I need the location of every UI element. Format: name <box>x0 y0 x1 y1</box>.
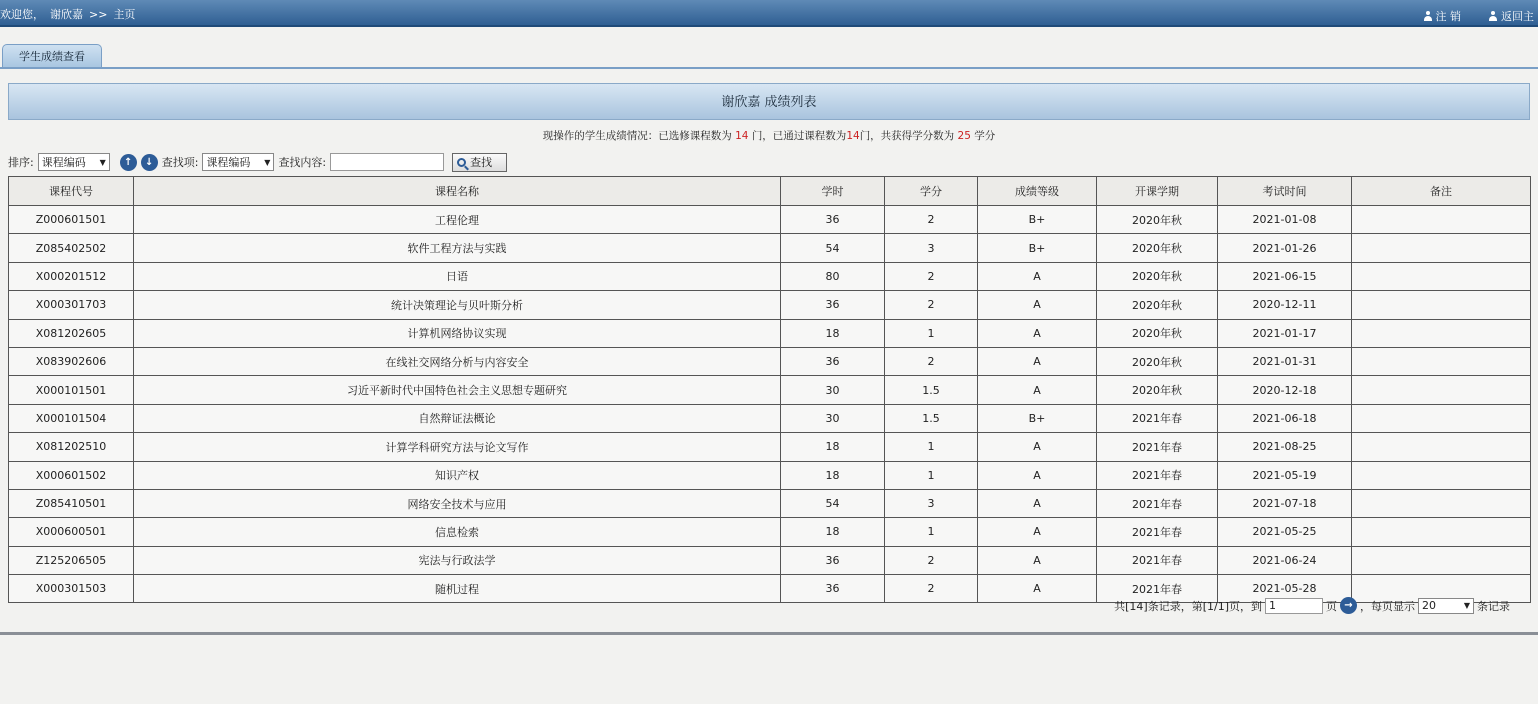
cell-hours: 36 <box>781 291 885 319</box>
column-header-credits: 学分 <box>885 177 978 206</box>
cell-exam-date: 2021-01-31 <box>1218 347 1352 375</box>
cell-semester: 2021年春 <box>1097 518 1218 546</box>
logout-label: 注 销 <box>1435 10 1461 23</box>
column-header-course-code: 课程代号 <box>9 177 134 206</box>
cell-credits: 1 <box>885 518 978 546</box>
breadcrumb-separator: >> <box>89 8 108 21</box>
table-row <box>9 404 1531 432</box>
column-header-hours: 学时 <box>781 177 885 206</box>
column-header-exam-date: 考试时间 <box>1218 177 1352 206</box>
search-toolbar <box>8 152 507 172</box>
passed-course-count: 14 <box>846 130 860 142</box>
cell-exam-date: 2021-01-08 <box>1218 206 1352 234</box>
table-row <box>9 319 1531 347</box>
summary-mid1: 门，已通过课程数为 <box>751 130 847 142</box>
cell-course-code: Z085402502 <box>9 234 134 262</box>
cell-course-code: X081202605 <box>9 319 134 347</box>
cell-remarks <box>1352 319 1531 347</box>
cell-hours: 30 <box>781 376 885 404</box>
cell-semester: 2021年春 <box>1097 433 1218 461</box>
cell-credits: 2 <box>885 206 978 234</box>
cell-semester: 2021年春 <box>1097 489 1218 517</box>
tab-underline <box>0 67 1538 69</box>
table-row <box>9 433 1531 461</box>
search-content-label: 查找内容: <box>278 156 327 169</box>
cell-semester: 2020年秋 <box>1097 347 1218 375</box>
cell-course-code: X081202510 <box>9 433 134 461</box>
cell-remarks <box>1352 433 1531 461</box>
cell-grade: B+ <box>978 234 1097 262</box>
cell-exam-date: 2021-08-25 <box>1218 433 1352 461</box>
tab-student-scores[interactable]: 学生成绩查看 <box>2 44 102 68</box>
cell-exam-date: 2021-05-28 <box>1218 575 1352 603</box>
cell-remarks <box>1352 489 1531 517</box>
cell-course-code: X000101501 <box>9 376 134 404</box>
cell-credits: 1 <box>885 461 978 489</box>
cell-grade: A <box>978 518 1097 546</box>
breadcrumb-home[interactable]: 主页 <box>113 8 136 21</box>
cell-exam-date: 2021-05-25 <box>1218 518 1352 546</box>
cell-credits: 1 <box>885 433 978 461</box>
cell-course-name: 网络安全技术与应用 <box>134 489 781 517</box>
dropdown-arrow-icon: ▼ <box>99 157 106 167</box>
page-title: 谢欣嘉 成绩列表 <box>8 83 1530 120</box>
cell-credits: 3 <box>885 234 978 262</box>
cell-hours: 54 <box>781 489 885 517</box>
cell-credits: 2 <box>885 262 978 290</box>
cell-course-code: Z085410501 <box>9 489 134 517</box>
top-actions <box>1424 8 1535 24</box>
cell-credits: 2 <box>885 291 978 319</box>
column-header-remarks: 备注 <box>1352 177 1531 206</box>
search-button[interactable] <box>452 153 507 172</box>
table-row <box>9 546 1531 574</box>
cell-course-name: 计算学科研究方法与论文写作 <box>134 433 781 461</box>
cell-remarks <box>1352 518 1531 546</box>
column-header-semester: 开课学期 <box>1097 177 1218 206</box>
user-icon <box>1424 11 1432 21</box>
search-input[interactable] <box>330 153 444 171</box>
user-icon <box>1489 11 1497 21</box>
cell-course-name: 统计决策理论与贝叶斯分析 <box>134 291 781 319</box>
cell-grade: A <box>978 376 1097 404</box>
table-row <box>9 206 1531 234</box>
cell-grade: A <box>978 575 1097 603</box>
cell-exam-date: 2021-01-26 <box>1218 234 1352 262</box>
cell-semester: 2020年秋 <box>1097 291 1218 319</box>
cell-hours: 36 <box>781 347 885 375</box>
cell-course-code: X000101504 <box>9 404 134 432</box>
dropdown-arrow-icon: ▼ <box>1463 601 1470 610</box>
cell-credits: 1.5 <box>885 376 978 404</box>
cell-course-code: X000600501 <box>9 518 134 546</box>
page-number-input[interactable]: 1 <box>1265 598 1323 614</box>
cell-remarks <box>1352 404 1531 432</box>
pagination <box>1114 597 1510 614</box>
cell-course-name: 信息检索 <box>134 518 781 546</box>
welcome-text: 欢迎您， <box>0 8 44 21</box>
cell-grade: A <box>978 319 1097 347</box>
cell-hours: 36 <box>781 575 885 603</box>
cell-semester: 2020年秋 <box>1097 376 1218 404</box>
summary-mid2: 门，共获得学分数为 <box>859 130 955 142</box>
table-row <box>9 262 1531 290</box>
cell-course-code: X000201512 <box>9 262 134 290</box>
cell-credits: 2 <box>885 546 978 574</box>
cell-remarks <box>1352 546 1531 574</box>
arrow-right-icon: → <box>1344 600 1353 611</box>
table-row <box>9 518 1531 546</box>
back-home-label: 返回主 <box>1501 10 1534 23</box>
cell-credits: 3 <box>885 489 978 517</box>
cell-exam-date: 2021-05-19 <box>1218 461 1352 489</box>
cell-course-name: 宪法与行政法学 <box>134 546 781 574</box>
cell-grade: A <box>978 347 1097 375</box>
cell-course-name: 软件工程方法与实践 <box>134 234 781 262</box>
cell-remarks <box>1352 347 1531 375</box>
search-icon <box>457 158 466 167</box>
cell-credits: 2 <box>885 575 978 603</box>
cell-semester: 2021年春 <box>1097 404 1218 432</box>
cell-semester: 2020年秋 <box>1097 262 1218 290</box>
sort-descending-button[interactable] <box>141 154 158 171</box>
per-page-select[interactable] <box>1418 598 1474 614</box>
cell-semester: 2021年春 <box>1097 575 1218 603</box>
cell-semester: 2021年春 <box>1097 461 1218 489</box>
search-field-select[interactable] <box>202 153 274 171</box>
cell-hours: 30 <box>781 404 885 432</box>
arrow-down-icon: ↓ <box>145 156 154 168</box>
cell-exam-date: 2021-06-18 <box>1218 404 1352 432</box>
sort-select[interactable] <box>38 153 110 171</box>
search-field-value: 课程编码 <box>206 156 251 169</box>
cell-hours: 36 <box>781 206 885 234</box>
table-header-row <box>9 177 1531 206</box>
selected-course-count: 14 <box>735 130 749 142</box>
user-name: 谢欣嘉 <box>50 8 83 21</box>
cell-grade: A <box>978 262 1097 290</box>
cell-remarks <box>1352 262 1531 290</box>
cell-course-name: 知识产权 <box>134 461 781 489</box>
cell-exam-date: 2020-12-11 <box>1218 291 1352 319</box>
table-row <box>9 376 1531 404</box>
search-button-label: 查找 <box>470 156 493 169</box>
cell-hours: 18 <box>781 518 885 546</box>
cell-semester: 2020年秋 <box>1097 319 1218 347</box>
sort-ascending-button[interactable] <box>120 154 137 171</box>
cell-grade: A <box>978 489 1097 517</box>
arrow-up-icon: ↑ <box>124 156 133 168</box>
search-field-label: 查找项: <box>161 156 199 169</box>
sort-select-value: 课程编码 <box>41 156 86 169</box>
table-row <box>9 489 1531 517</box>
cell-remarks <box>1352 461 1531 489</box>
cell-exam-date: 2021-06-15 <box>1218 262 1352 290</box>
cell-grade: B+ <box>978 206 1097 234</box>
score-summary <box>0 128 1538 143</box>
cell-credits: 2 <box>885 347 978 375</box>
top-bar <box>0 0 1538 27</box>
cell-exam-date: 2021-07-18 <box>1218 489 1352 517</box>
cell-exam-date: 2021-01-17 <box>1218 319 1352 347</box>
cell-course-code: X000301503 <box>9 575 134 603</box>
table-body <box>9 206 1531 603</box>
summary-suffix: 学分 <box>974 130 996 142</box>
cell-course-name: 习近平新时代中国特色社会主义思想专题研究 <box>134 376 781 404</box>
cell-hours: 36 <box>781 546 885 574</box>
cell-credits: 1 <box>885 319 978 347</box>
cell-hours: 80 <box>781 262 885 290</box>
cell-remarks <box>1352 234 1531 262</box>
column-header-grade: 成绩等级 <box>978 177 1097 206</box>
cell-course-name: 自然辩证法概论 <box>134 404 781 432</box>
total-credits: 25 <box>957 130 971 142</box>
cell-hours: 54 <box>781 234 885 262</box>
cell-exam-date: 2020-12-18 <box>1218 376 1352 404</box>
table-row <box>9 291 1531 319</box>
cell-semester: 2020年秋 <box>1097 206 1218 234</box>
cell-grade: A <box>978 291 1097 319</box>
dropdown-arrow-icon: ▼ <box>264 157 271 167</box>
welcome-area <box>0 6 141 22</box>
pager-page-unit: 页 <box>1326 599 1337 613</box>
cell-course-name: 随机过程 <box>134 575 781 603</box>
cell-grade: A <box>978 461 1097 489</box>
scores-table <box>8 176 1531 603</box>
cell-semester: 2020年秋 <box>1097 234 1218 262</box>
cell-exam-date: 2021-06-24 <box>1218 546 1352 574</box>
cell-hours: 18 <box>781 433 885 461</box>
cell-remarks <box>1352 291 1531 319</box>
cell-course-name: 在线社交网络分析与内容安全 <box>134 347 781 375</box>
per-page-value: 20 <box>1422 599 1436 612</box>
cell-course-name: 工程伦理 <box>134 206 781 234</box>
bottom-divider <box>0 632 1538 635</box>
cell-grade: A <box>978 433 1097 461</box>
logout-button[interactable] <box>1424 8 1462 24</box>
cell-course-code: Z000601501 <box>9 206 134 234</box>
go-page-button[interactable] <box>1340 597 1357 614</box>
sort-label: 排序: <box>8 156 34 169</box>
pager-total-text: 共[14]条记录，第[1/1]页，到 <box>1114 599 1262 613</box>
per-page-label: ，每页显示 <box>1360 599 1415 613</box>
column-header-course-name: 课程名称 <box>134 177 781 206</box>
summary-prefix: 现操作的学生成绩情况：已选修课程数为 <box>542 130 732 142</box>
records-label: 条记录 <box>1477 599 1510 613</box>
cell-grade: B+ <box>978 404 1097 432</box>
table-row <box>9 347 1531 375</box>
cell-semester: 2021年春 <box>1097 546 1218 574</box>
back-home-button[interactable] <box>1489 8 1534 24</box>
table-row <box>9 461 1531 489</box>
cell-remarks <box>1352 376 1531 404</box>
cell-remarks <box>1352 206 1531 234</box>
cell-course-code: Z125206505 <box>9 546 134 574</box>
table-row <box>9 234 1531 262</box>
cell-course-name: 日语 <box>134 262 781 290</box>
cell-course-name: 计算机网络协议实现 <box>134 319 781 347</box>
cell-course-code: X000601502 <box>9 461 134 489</box>
cell-course-code: X083902606 <box>9 347 134 375</box>
cell-credits: 1.5 <box>885 404 978 432</box>
cell-grade: A <box>978 546 1097 574</box>
cell-hours: 18 <box>781 461 885 489</box>
cell-course-code: X000301703 <box>9 291 134 319</box>
cell-hours: 18 <box>781 319 885 347</box>
